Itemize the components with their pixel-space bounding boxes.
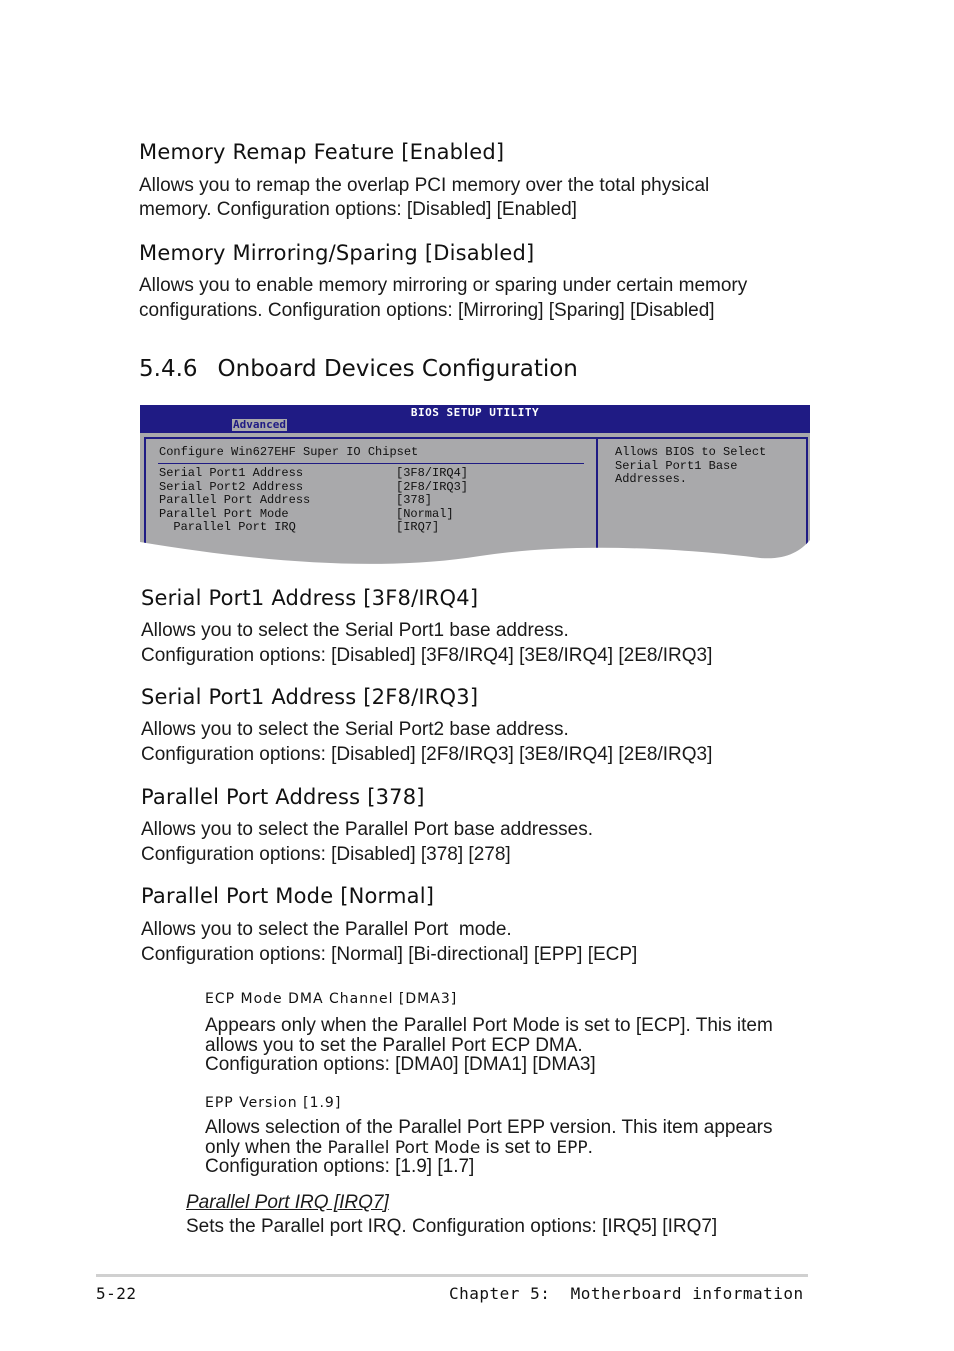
serial2-desc-1: Allows you to select the Serial Port2 base address. [141, 719, 569, 740]
epp-desc-2 [205, 1138, 593, 1159]
parallel-mode-desc-1: Allows you to select the Parallel Port mode. [141, 919, 512, 940]
section-title-text: Onboard Devices Configuration [217, 356, 578, 382]
serial1-desc-1: Allows you to select the Serial Port1 base address. [141, 620, 569, 641]
parallel-address-desc-2: Configuration options: [Disabled] [378] [278] [141, 844, 511, 865]
memory-remap-desc-1: Allows you to remap the overlap PCI memory over the total physical [139, 175, 710, 196]
footer-page-number: 5-22 [96, 1284, 137, 1303]
bios-panel-header: Configure Win627EHF Super IO Chipset [159, 445, 419, 459]
epp-heading: EPP Version [1.9] [205, 1095, 342, 1111]
irq-desc-1: Sets the Parallel port IRQ. Configuration options: [IRQ5] [IRQ7] [186, 1216, 718, 1237]
serial1-desc-2: Configuration options: [Disabled] [3F8/IRQ4] [3E8/IRQ4] [2E8/IRQ3] [141, 645, 713, 666]
section-number: 5.4.6 [139, 356, 198, 382]
epp-desc-1: Allows selection of the Parallel Port EPP version. This item appears [205, 1117, 773, 1138]
bios-torn-edge [140, 538, 810, 568]
ecp-desc-3: Configuration options: [DMA0] [DMA1] [DMA3] [205, 1054, 596, 1075]
section-title [139, 356, 578, 382]
bios-tab-advanced[interactable]: Advanced [233, 418, 286, 431]
bios-divider [158, 463, 584, 464]
parallel-mode-heading: Parallel Port Mode [Normal] [141, 884, 435, 908]
bios-help-line-3: Addresses. [615, 472, 688, 486]
memory-remap-heading: Memory Remap Feature [Enabled] [139, 140, 505, 164]
bios-screenshot [140, 405, 810, 568]
footer-chapter: Chapter 5: Motherboard information [449, 1284, 804, 1303]
ecp-desc-1: Appears only when the Parallel Port Mode is set to [ECP]. This item [205, 1015, 773, 1036]
parallel-address-heading: Parallel Port Address [378] [141, 785, 425, 809]
memory-mirroring-heading: Memory Mirroring/Sparing [Disabled] [139, 241, 535, 265]
bios-row-parallel-address-value[interactable]: [378] [396, 493, 433, 507]
epp-desc-2-post: . [587, 1136, 593, 1158]
bios-title: BIOS SETUP UTILITY [410, 406, 540, 419]
bios-row-parallel-irq-value[interactable]: [IRQ7] [396, 520, 440, 534]
memory-mirroring-desc-2: configurations. Configuration options: [Mirroring] [Sparing] [Disabled] [139, 300, 715, 321]
epp-desc-2-mid: is set to [480, 1136, 557, 1158]
parallel-address-desc-1: Allows you to select the Parallel Port base addresses. [141, 819, 594, 840]
epp-desc-2-epp-term: EPP [556, 1137, 588, 1158]
serial2-desc-2: Configuration options: [Disabled] [2F8/IRQ3] [3E8/IRQ4] [2E8/IRQ3] [141, 744, 713, 765]
epp-desc-2-pre: only when the [205, 1136, 328, 1158]
memory-mirroring-desc-1: Allows you to enable memory mirroring or sparing under certain memory [139, 275, 748, 296]
irq-heading: Parallel Port IRQ [IRQ7] [186, 1192, 389, 1213]
bios-row-serial2-label[interactable]: Serial Port2 Address [159, 479, 304, 494]
ecp-desc-2: allows you to set the Parallel Port ECP DMA. [205, 1034, 583, 1056]
bios-row-parallel-mode-value[interactable]: [Normal] [396, 506, 454, 521]
bios-row-serial1-label[interactable]: Serial Port1 Address [159, 466, 304, 480]
bios-help-line-2: Serial Port1 Base [615, 458, 738, 473]
serial2-heading: Serial Port1 Address [2F8/IRQ3] [141, 685, 479, 709]
memory-remap-desc-2: memory. Configuration options: [Disabled] [Enabled] [139, 199, 577, 220]
bios-row-serial2-value[interactable]: [2F8/IRQ3] [396, 479, 469, 494]
bios-help-line-1: Allows BIOS to Select [615, 445, 767, 459]
bios-row-parallel-mode-label[interactable]: Parallel Port Mode [159, 506, 289, 521]
footer-rule [96, 1274, 808, 1277]
bios-row-serial1-value[interactable]: [3F8/IRQ4] [396, 466, 469, 480]
epp-desc-2-mode-term: Parallel Port Mode [327, 1137, 481, 1158]
serial1-heading: Serial Port1 Address [3F8/IRQ4] [141, 586, 479, 610]
bios-row-parallel-irq-label[interactable]: Parallel Port IRQ [159, 520, 296, 534]
parallel-mode-desc-2: Configuration options: [Normal] [Bi-directional] [EPP] [ECP] [141, 944, 638, 965]
ecp-heading: ECP Mode DMA Channel [DMA3] [205, 991, 458, 1007]
epp-desc-3: Configuration options: [1.9] [1.7] [205, 1156, 475, 1177]
bios-row-parallel-address-label[interactable]: Parallel Port Address [159, 493, 311, 507]
